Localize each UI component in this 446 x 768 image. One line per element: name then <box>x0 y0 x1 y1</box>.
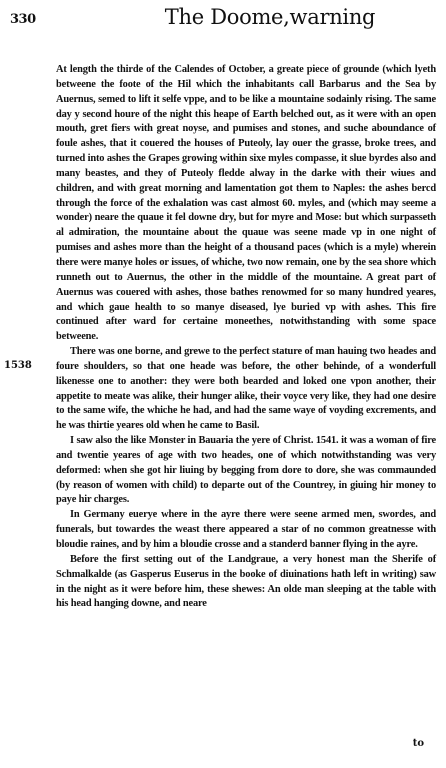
paragraph: There was one borne, and grewe to the perfect stature of man hauing two heades and foure shoulders, so that one heade was before, the other behinde, of a wonderfull likenesse one to another: they were both bearded and loked one vpon another, their appetite to meate was alike, their hunger alike, their voyce very like, they had one desire to the same wife, the whiche he had, and had the same waye of voyding excrements, and he was thirtie yeares old when he came to Basil. <box>56 346 436 432</box>
paragraph: Before the first setting out of the Landgraue, a very honest man the Sherife of Schmalkalde (as Gasperus Euserus in the booke of diuinations hath left in writing) saw in the night as it were before him, these shewes: An olde man sleeping at the table with his head hanging downe, and neare <box>56 553 436 610</box>
paragraph: At length the thirde of the Calendes of October, a greate piece of grounde (which lyeth betweene the foote of the Hil which the inhabitants call Barbarus and the Sea by Auernus, semed to lift it selfe vppe, and to be like a mountaine sodainly rising. The same day y second houre of the night this heape of Earth belched out, as it were with an open mouth, gret fiers with great noyse, and pumises and stones, and suche aboundance of foule ashes, that it couered the houses of Puteoly, lay ouer the grasse, broke trees, and turned into ashes the Grapes growing within sixe myles compasse, it slue byrdes also and many beastes, and they of Puteoly fledde alway in the darke with their wiues and children, and with great morning and lamentation got them to Naples: the ashes bercd through the force of the exhalation was cast almost 60. myles, and (which may seeme a wonder) neare the quaue it fel downe dry, but for myre and Mose: but which surpasseth al admiration, the mountaine about the quaue was seene made vp in one night of pumises and ashes more than the height of a thousand paces (which is a myle) wherein there were manye holes or issues, of whiche, two now remain, one by the sea shore which runneth out to Auernus, the other in the middle of the mountaine. A great part of Auernus was couered with ashes, those bathes renowmed for so many hundred yeares, and which gaue health to so manye diseased, lye buried vp with ashes. This fire continued after ward for certaine moneethes, notwithstanding with some space betweene. <box>56 64 436 343</box>
catchword: to <box>412 738 424 749</box>
margin-note-year: 1538 <box>4 360 32 371</box>
body-text <box>56 63 436 612</box>
running-title: The Doome,warning <box>164 5 376 29</box>
page-number: 330 <box>10 12 36 27</box>
paragraph: I saw also the like Monster in Bauaria the yere of Christ. 1541. it was a woman of fire and twentie yeares of age with two heades, one of which notwithstanding was very deformed: when she got hir liuing by begging from dore to dore, she was commaunded (by reason of women with child) to departe out of the Countrey, in giuing hir money to paye hir charges. <box>56 435 436 506</box>
paragraph: In Germany euerye where in the ayre there were seene armed men, swordes, and funerals, but towardes the weast there appeared a star of no common greatnesse with bloudie raines, and by him a bloudie crosse and a standerd banner flying in the ayre. <box>56 509 436 550</box>
